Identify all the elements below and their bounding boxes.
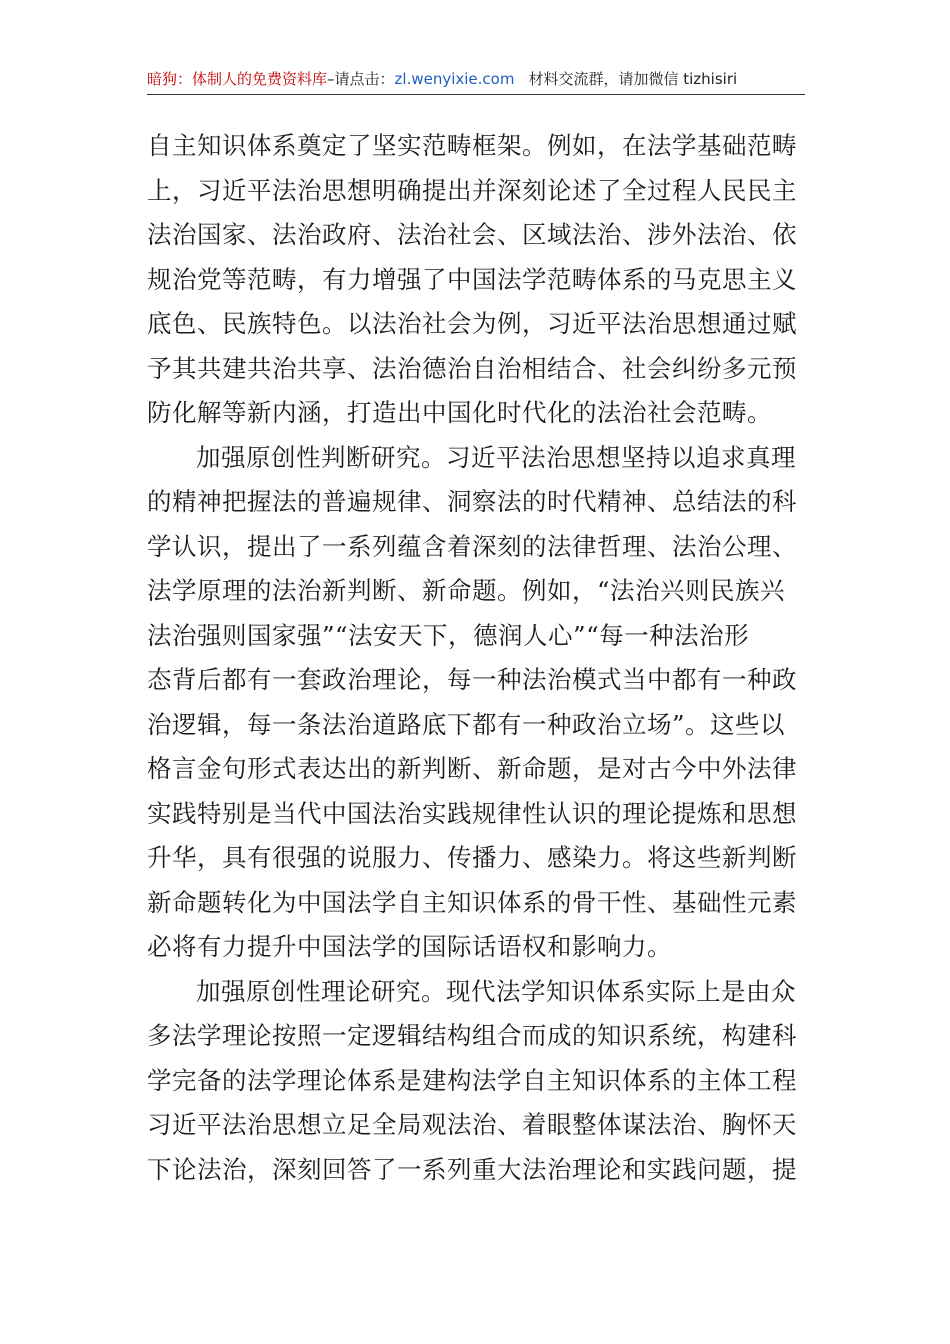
text-line: 底色、民族特色。以法治社会为例，习近平法治思想通过赋 (147, 309, 797, 338)
text-line: 加强原创性判断研究。习近平法治思想坚持以追求真理 (196, 442, 796, 472)
text-line: 治逻辑，每一条法治道路底下都有一种政治立场”。这些以 (147, 709, 786, 739)
text-line: 必将有力提升中国法学的国际话语权和影响力。 (147, 932, 672, 961)
text-line: 予其共建共治共享、法治德治自治相结合、社会纠纷多元预 (147, 353, 797, 383)
text-line: 防化解等新内涵，打造出中国化时代化的法治社会范畴。 (147, 398, 772, 427)
text-line: 法治国家、法治政府、法治社会、区域法治、涉外法治、依 (147, 220, 797, 249)
text-line: 规治党等范畴，有力增强了中国法学范畴体系的马克思主义 (147, 264, 797, 294)
text-line: 学认识，提出了一系列蕴含着深刻的法律哲理、法治公理、 (147, 531, 797, 561)
header-link[interactable]: zl.wenyixie.com (394, 70, 515, 88)
document-body (147, 124, 807, 1192)
header-separator: –请点击： (327, 70, 395, 88)
text-line: 自主知识体系奠定了坚实范畴框架。例如，在法学基础范畴 (147, 131, 797, 160)
paragraph-1 (147, 124, 807, 436)
header-brand: 暗狗：体制人的免费资料库 (147, 70, 328, 88)
text-line: 新命题转化为中国法学自主知识体系的骨干性、基础性元素 (147, 887, 797, 917)
paragraph-2 (147, 436, 807, 970)
text-line: 态背后都有一套政治理论，每一种法治模式当中都有一种政 (147, 665, 797, 694)
paragraph-3 (147, 970, 807, 1193)
text-line: 格言金句形式表达出的新判断、新命题，是对古今中外法律 (147, 754, 797, 783)
text-line: 学完备的法学理论体系是建构法学自主知识体系的主体工程 (147, 1065, 797, 1095)
text-line: 实践特别是当代中国法治实践规律性认识的理论提炼和思想 (147, 798, 797, 828)
text-line: 多法学理论按照一定逻辑结构组合而成的知识系统，构建科 (147, 1021, 797, 1050)
text-line: 加强原创性理论研究。现代法学知识体系实际上是由众 (196, 976, 796, 1006)
text-line: 升华，具有很强的说服力、传播力、感染力。将这些新判断 (147, 843, 797, 872)
text-line: 的精神把握法的普遍规律、洞察法的时代精神、总结法的科 (147, 487, 797, 516)
page-header (147, 66, 805, 95)
header-contact: 材料交流群，请加微信 tizhisiri (528, 70, 738, 88)
text-line: 下论法治，深刻回答了一系列重大法治理论和实践问题，提 (147, 1154, 797, 1184)
text-line: 习近平法治思想立足全局观法治、着眼整体谋法治、胸怀天 (147, 1110, 797, 1139)
text-line: 法治强则国家强”“法安天下，德润人心”“每一种法治形 (147, 620, 750, 650)
text-line: 法学原理的法治新判断、新命题。例如，“法治兴则民族兴 (147, 576, 786, 605)
text-line: 上，习近平法治思想明确提出并深刻论述了全过程人民民主 (147, 175, 797, 205)
